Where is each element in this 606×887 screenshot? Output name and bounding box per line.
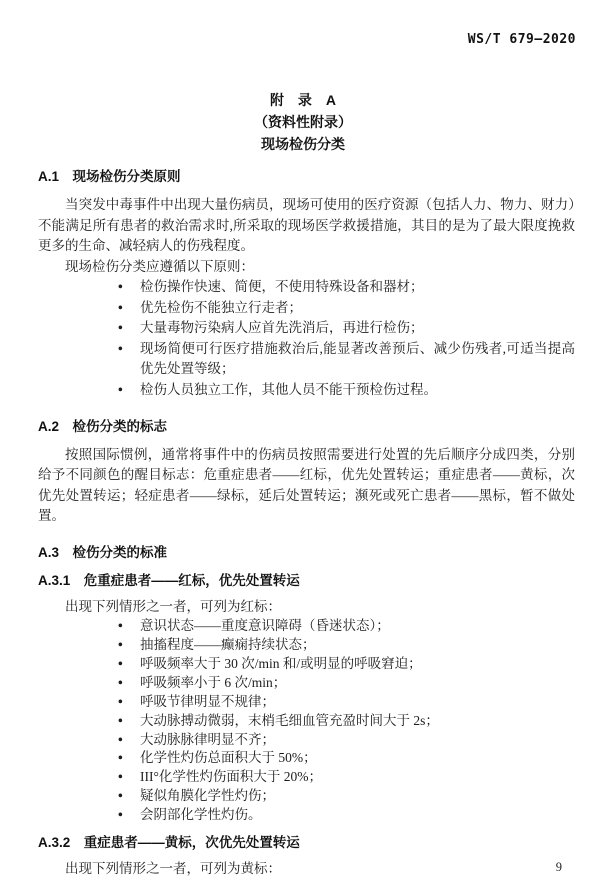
doc-code: WS/T 679—2020 — [467, 32, 576, 47]
bullet-item: • 意识状态——重度意识障碍（昏迷状态）； — [38, 617, 575, 636]
page-content — [38, 167, 575, 880]
bullet-item: • 大量毒物污染病人应首先洗消后，再进行检伤； — [38, 318, 575, 339]
appendix-subtitle: （资料性附录） — [254, 114, 352, 130]
bullet-item: • 检伤操作快速、简便，不使用特殊设备和器材； — [38, 277, 575, 298]
section-a3-2-lead-in: 出现下列情形之一者，可列为黄标： — [65, 861, 281, 877]
section-a3-1-heading: A.3.1 危重症患者——红标，优先处置转运 — [38, 572, 300, 588]
appendix-title-block — [0, 89, 606, 155]
bullet-item: • 呼吸频率小于 6 次/min； — [38, 674, 575, 693]
appendix-name: 现场检伤分类 — [261, 136, 345, 152]
bullet-item: • III°化学性灼伤面积大于 20%； — [38, 768, 575, 787]
bullet-item: • 大动脉搏动微弱，末梢毛细血管充盈时间大于 2s； — [38, 712, 575, 731]
section-a2-paragraph: 按照国际惯例，通常将事件中的伤病员按照需要进行处置的先后顺序分成四类，分别给予不同颜色的醒目标志：危重症患者——红标，优先处置转运；重症患者——黄标，次优先处置转运；轻症患者——绿标，延后处置转运；濒死或死亡患者——黑标，暂不做处置。 — [38, 446, 575, 524]
bullet-item: • 现场简便可行医疗措施救治后,能显著改善预后、减少伤残者,可适当提高优先处置等级； — [38, 339, 575, 380]
bullet-item: • 抽搐程度——癫痫持续状态； — [38, 636, 575, 655]
appendix-title: 附 录 A — [269, 92, 337, 108]
bullet-item: • 疑似角膜化学性灼伤； — [38, 787, 575, 806]
section-a3-heading: A.3 检伤分类的标准 — [38, 544, 168, 560]
bullet-item: • 优先检伤不能独立行走者； — [38, 298, 575, 319]
section-a1-heading: A.1 现场检伤分类原则 — [38, 169, 181, 184]
document-page — [0, 32, 606, 887]
section-a1-lead-in: 现场检伤分类应遵循以下原则： — [65, 258, 254, 274]
bullet-item: • 化学性灼伤总面积大于 50%； — [38, 749, 575, 768]
bullet-item: • 呼吸频率大于 30 次/min 和/或明显的呼吸窘迫； — [38, 655, 575, 674]
section-a1-paragraph: 当突发中毒事件中出现大量伤病员，现场可使用的医疗资源（包括人力、物力、财力）不能满足所有患者的救治需求时,所采取的现场医学救援措施，其目的是为了最大限度挽救更多的生命、减轻病人的伤残程度。 — [38, 197, 575, 253]
section-a3-2-heading: A.3.2 重症患者——黄标，次优先处置转运 — [38, 835, 300, 851]
section-a1-bullet-list — [38, 277, 575, 401]
bullet-item: • 大动脉脉律明显不齐； — [38, 731, 575, 750]
bullet-item: • 呼吸节律明显不规律； — [38, 693, 575, 712]
page-number: 9 — [555, 860, 562, 874]
bullet-item: • 检伤人员独立工作，其他人员不能干预检伤过程。 — [38, 380, 575, 401]
bullet-item: • 会阴部化学性灼伤。 — [38, 806, 575, 825]
section-a2-heading: A.2 检伤分类的标志 — [38, 418, 168, 434]
section-a3-1-lead-in: 出现下列情形之一者，可列为红标： — [65, 598, 281, 614]
section-a3-1-bullet-list — [38, 617, 575, 825]
